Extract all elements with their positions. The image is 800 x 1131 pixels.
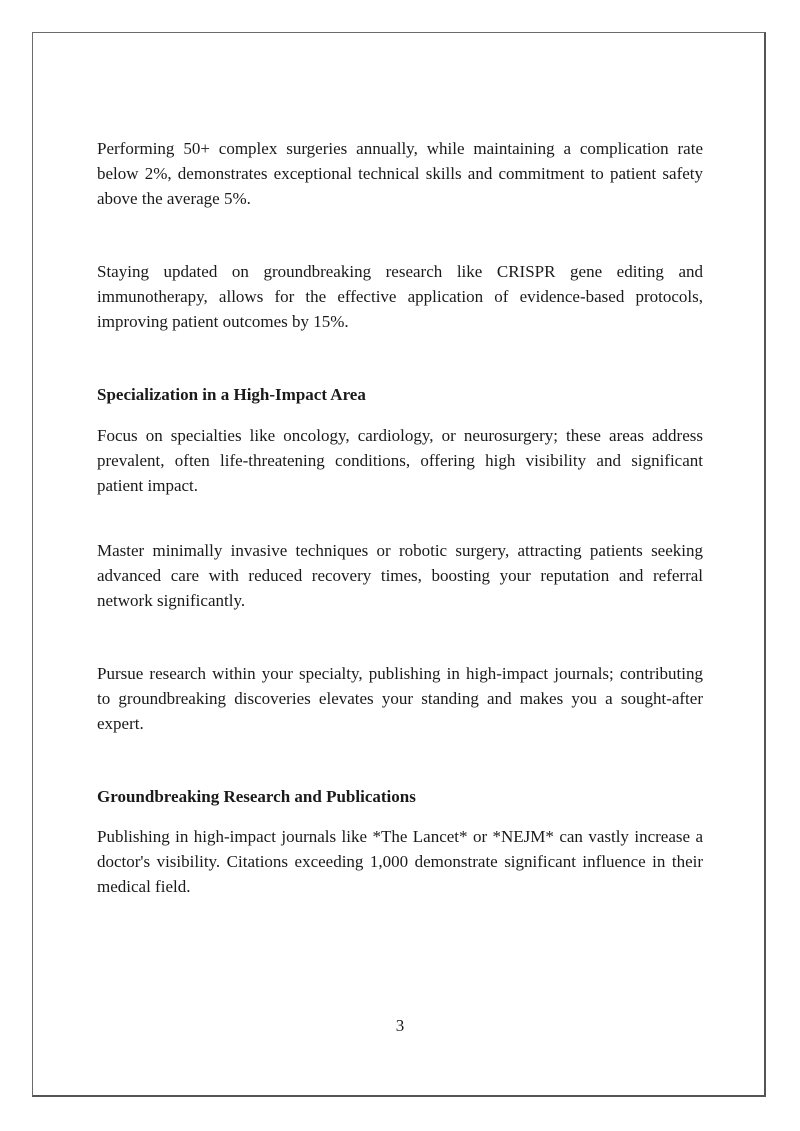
paragraph-pursue-research: Pursue research within your specialty, publishing in high-impact journals; contributing to groundbreaking discoveries elevates your standing and makes you a sought-after expert. [97,664,703,733]
paragraph-research-updates: Staying updated on groundbreaking research like CRISPR gene editing and immunotherapy, allows for the effective application of evidence-based protocols, improving patient outcomes by 15%. [97,262,703,331]
heading-research-publications: Groundbreaking Research and Publications [97,787,416,806]
paragraph-minimally-invasive: Master minimally invasive techniques or robotic surgery, attracting patients seeking advanced care with reduced recovery times, boosting your reputation and referral network significantly. [97,541,703,610]
paragraph-specialty-focus: Focus on specialties like oncology, cardiology, or neurosurgery; these areas address prevalent, often life-threatening conditions, offering high visibility and significant patient impact. [97,426,703,495]
paragraph-publishing-journals: Publishing in high-impact journals like *The Lancet* or *NEJM* can vastly increase a doctor's visibility. Citations exceeding 1,000 demonstrate significant influence in their medical field. [97,827,703,896]
page-number: 3 [395,1016,405,1035]
heading-specialization: Specialization in a High-Impact Area [97,385,366,404]
paragraph-surgical-performance: Performing 50+ complex surgeries annually, while maintaining a complication rate below 2%, demonstrates exceptional technical skills and commitment to patient safety above the average 5%. [97,139,703,208]
